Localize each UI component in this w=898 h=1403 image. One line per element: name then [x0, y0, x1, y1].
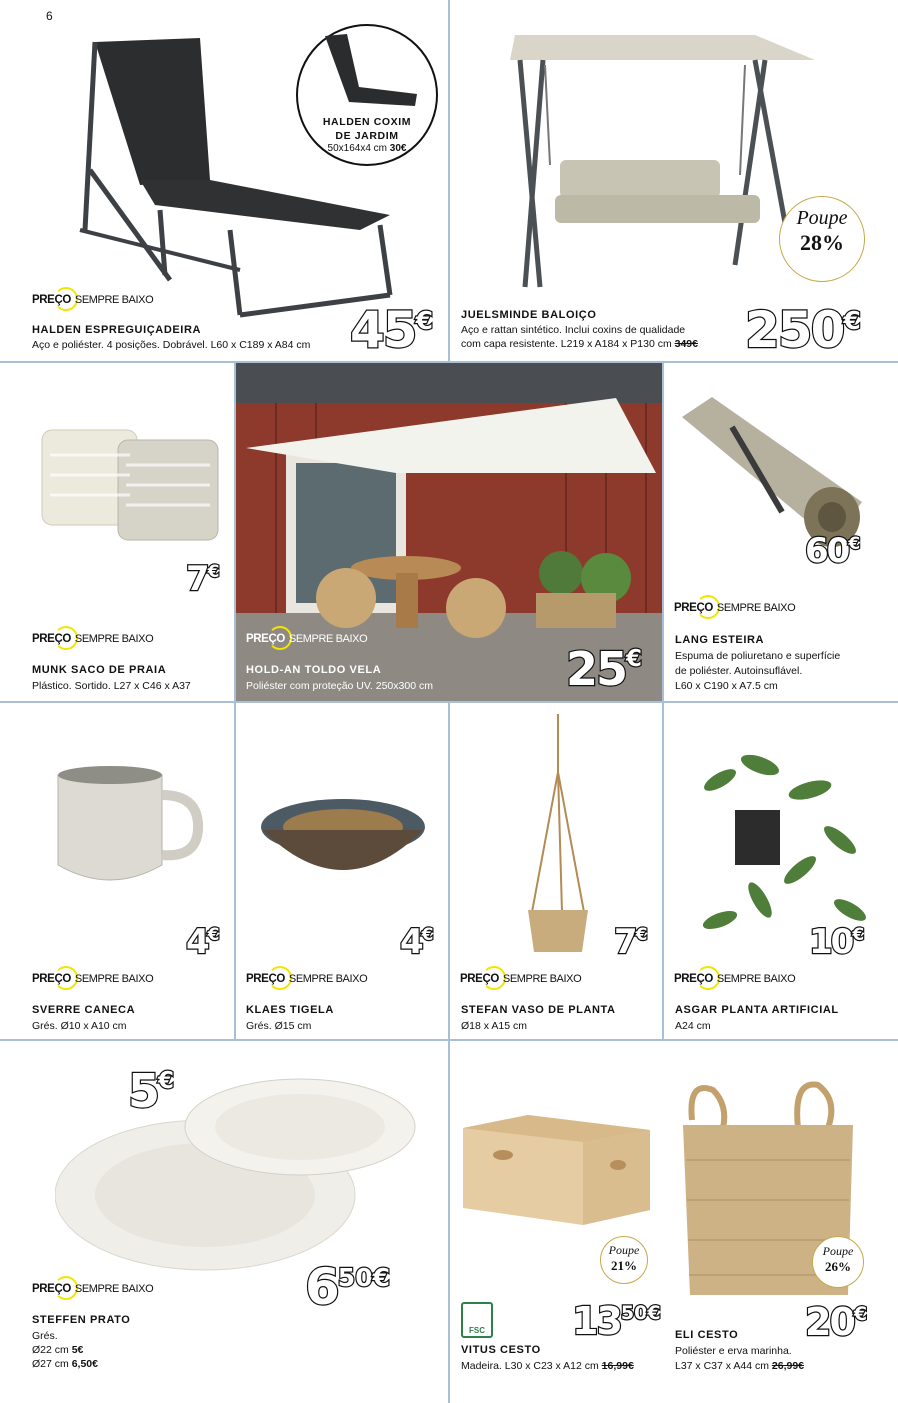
product-name: JUELSMINDE BALOIÇO: [461, 309, 597, 321]
divider: [234, 702, 236, 1040]
product-name: HALDEN ESPREGUIÇADEIRA: [32, 324, 202, 336]
price-small: 5€: [128, 1064, 175, 1118]
price-badge: PREÇO SEMPRE BAIXO: [460, 966, 581, 992]
cushion-size: 50x164x4 cm: [327, 143, 387, 154]
product-desc: A24 cm: [675, 1020, 711, 1032]
price-badge: PREÇO SEMPRE BAIXO: [32, 966, 153, 992]
cushion-name-line1: HALDEN COXIM: [322, 116, 412, 128]
page-number: 6: [46, 9, 53, 23]
product-name: STEFFEN PRATO: [32, 1314, 131, 1326]
product-desc: Espuma de poliuretano e superfície: [675, 650, 841, 662]
product-desc: Grés. Ø10 x A10 cm: [32, 1020, 127, 1032]
price-badge: PREÇO SEMPRE BAIXO: [246, 966, 367, 992]
plates-image: [55, 1075, 425, 1275]
product-name: HOLD-AN TOLDO VELA: [246, 664, 382, 676]
product-desc: de poliéster. Autoinsuflável.: [675, 665, 803, 677]
price: 25€: [566, 642, 643, 696]
product-desc: L60 x C190 x A7.5 cm: [675, 680, 778, 692]
price: $13^{50€}$: [572, 1299, 661, 1343]
mug-image: [50, 760, 205, 895]
price: 10€: [809, 922, 865, 962]
cushion-price: 30€: [389, 143, 407, 154]
save-badge: Poupe 28%: [779, 196, 865, 282]
price: 60€: [805, 531, 861, 571]
product-name: KLAES TIGELA: [246, 1004, 334, 1016]
product-name: ASGAR PLANTA ARTIFICIAL: [675, 1004, 839, 1016]
divider: [662, 702, 664, 1040]
price: 20€: [805, 1300, 868, 1344]
price: 4€: [400, 922, 434, 962]
swing-image: [495, 25, 815, 295]
hanging-pot-image: [520, 712, 600, 958]
product-desc: Poliéster e erva marinha.: [675, 1345, 792, 1357]
product-desc: Grés.: [32, 1330, 58, 1342]
old-price: 349€: [674, 338, 698, 350]
product-desc: Grés. Ø15 cm: [246, 1020, 312, 1032]
cushion-name-line2: DE JARDIM: [335, 130, 399, 142]
price-badge: PREÇO SEMPRE BAIXO: [246, 626, 367, 652]
product-name: ELI CESTO: [675, 1329, 739, 1341]
price: 45€: [350, 301, 433, 359]
product-desc: Poliéster com proteção UV. 250x300 cm: [246, 680, 433, 692]
box-image: [458, 1110, 658, 1230]
price-badge: PREÇO SEMPRE BAIXO: [32, 287, 153, 313]
price: 7€: [614, 922, 648, 962]
product-desc: Ø18 x A15 cm: [461, 1020, 527, 1032]
product-desc: Plástico. Sortido. L27 x C46 x A37: [32, 680, 191, 692]
product-desc: Aço e poliéster. 4 posições. Dobrável. L60 x C189 x A84 cm: [32, 339, 311, 351]
product-name: LANG ESTEIRA: [675, 634, 765, 646]
bags-image: [30, 405, 230, 550]
size-price-1: Ø22 cm 5€: [32, 1344, 84, 1356]
price-badge: PREÇO SEMPRE BAIXO: [32, 626, 153, 652]
old-price: 16,99€: [601, 1360, 634, 1372]
price-badge: PREÇO SEMPRE BAIXO: [32, 1276, 153, 1302]
cushion-image: [307, 32, 427, 112]
product-name: MUNK SACO DE PRAIA: [32, 664, 167, 676]
plant-image: [700, 740, 870, 930]
product-name: STEFAN VASO DE PLANTA: [461, 1004, 616, 1016]
product-desc: com capa resistente. L219 x A184 x P130 cm 349€: [461, 338, 698, 350]
price: 4€: [186, 922, 220, 962]
save-badge: Poupe 26%: [812, 1236, 864, 1288]
product-desc: L37 x C37 x A44 cm 26,99€: [675, 1360, 805, 1372]
price-badge: PREÇO SEMPRE BAIXO: [674, 966, 795, 992]
product-desc: Madeira. L30 x C23 x A12 cm 16,99€: [461, 1360, 634, 1372]
size-price-2: Ø27 cm 6,50€: [32, 1358, 98, 1370]
divider: [448, 0, 450, 362]
mat-image: [672, 392, 868, 552]
product-desc: Aço e rattan sintético. Inclui coxins de qualidade: [461, 324, 686, 336]
product-name: VITUS CESTO: [461, 1344, 541, 1356]
cushion-inset: [296, 24, 438, 166]
divider: [448, 1040, 450, 1403]
price-badge: PREÇO SEMPRE BAIXO: [674, 595, 795, 621]
divider: [448, 702, 450, 1040]
save-badge: Poupe 21%: [600, 1236, 648, 1284]
old-price: 26,99€: [771, 1360, 805, 1372]
price-big: $6^{50€}$: [305, 1258, 390, 1316]
price: 7€: [186, 559, 220, 599]
fsc-logo: FSC: [461, 1302, 493, 1338]
bowl-image: [258, 795, 428, 885]
price: 250€: [745, 301, 861, 359]
product-name: SVERRE CANECA: [32, 1004, 136, 1016]
divider: [662, 362, 664, 702]
